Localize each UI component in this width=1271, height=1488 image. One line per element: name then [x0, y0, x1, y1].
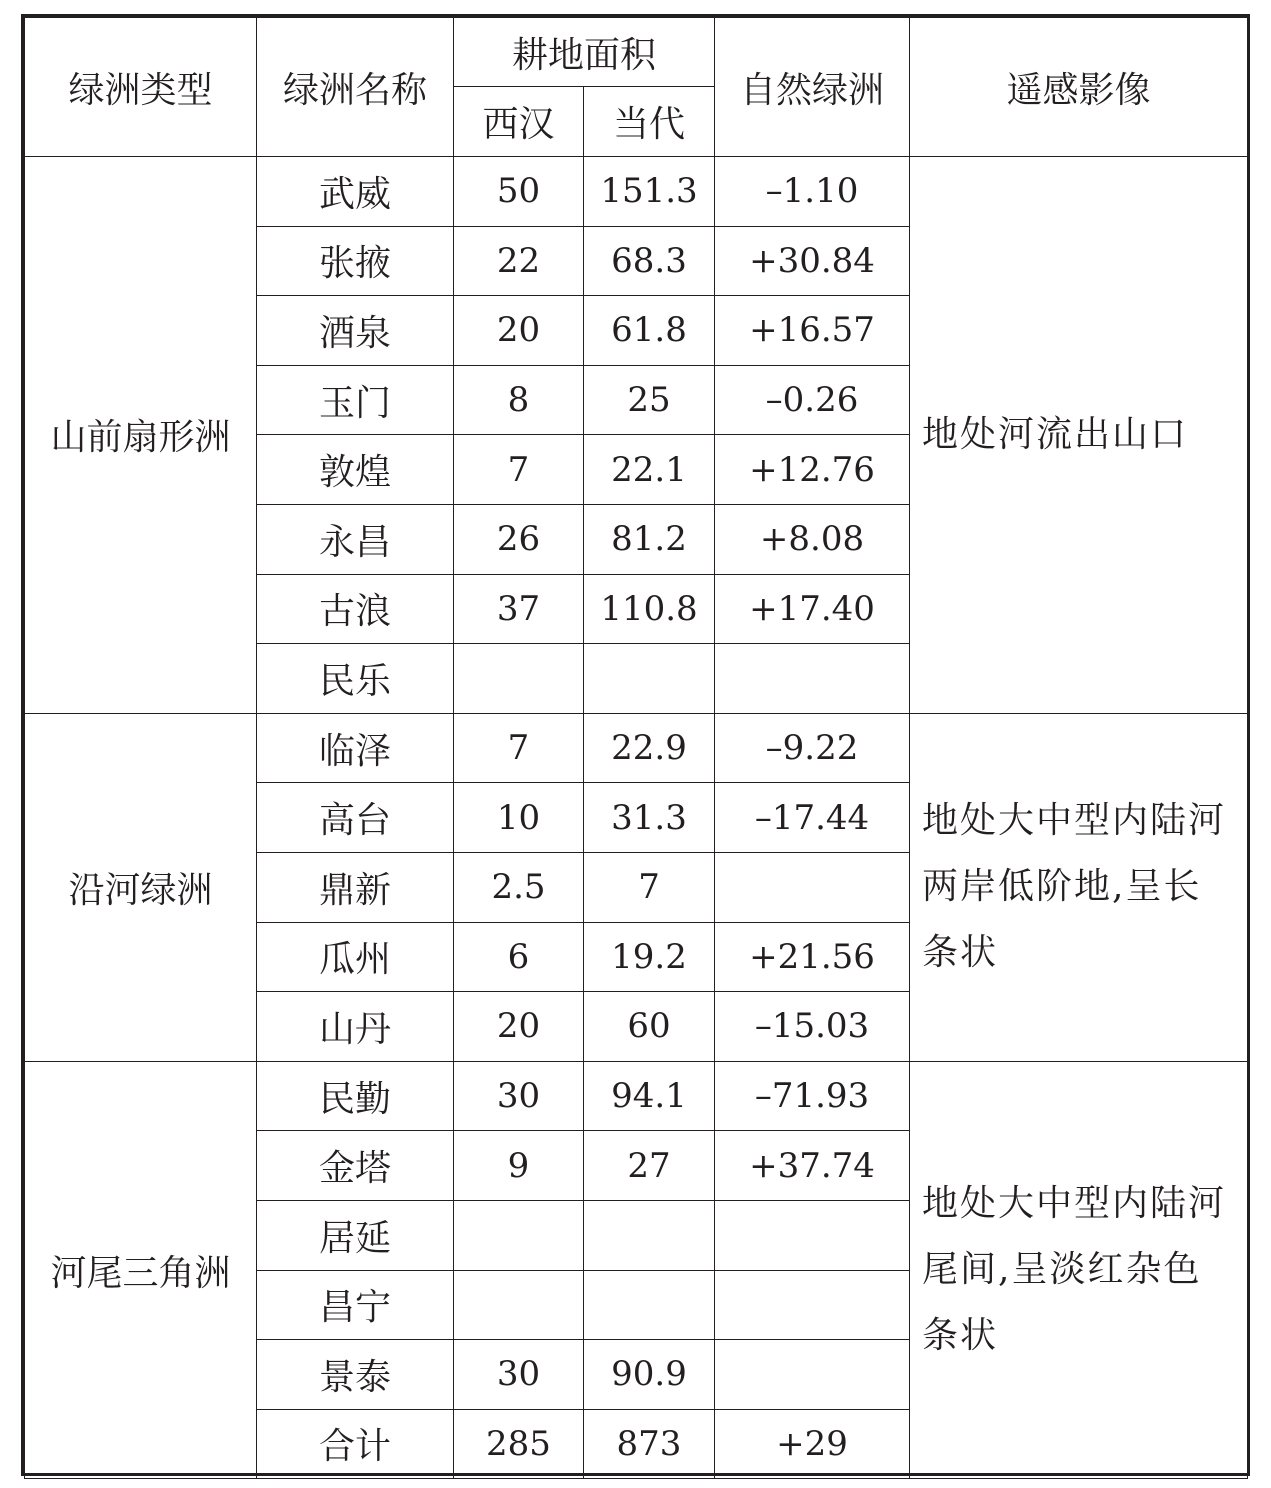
oasis-name-cell: 敦煌: [257, 435, 454, 505]
xihan-area-cell: 2.5: [454, 852, 584, 922]
natural-oasis-cell: +8.08: [715, 504, 910, 574]
natural-oasis-cell: +30.84: [715, 226, 910, 296]
oasis-name-cell: 民乐: [257, 644, 454, 714]
table-body: [25, 157, 1248, 1479]
modern-area-cell: 25: [584, 365, 715, 435]
natural-oasis-cell: –1.10: [715, 157, 910, 227]
table-row: [25, 713, 1248, 783]
modern-area-cell: 873: [584, 1409, 715, 1479]
header-xihan: 西汉: [454, 87, 584, 157]
xihan-area-cell: 9: [454, 1131, 584, 1201]
remote-sensing-cell: 地处大中型内陆河两岸低阶地,呈长条状: [910, 713, 1248, 1061]
modern-area-cell: 60: [584, 992, 715, 1062]
natural-oasis-cell: +16.57: [715, 296, 910, 366]
oasis-name-cell: 玉门: [257, 365, 454, 435]
xihan-area-cell: 285: [454, 1409, 584, 1479]
natural-oasis-cell: –17.44: [715, 783, 910, 853]
xihan-area-cell: [454, 1270, 584, 1340]
oasis-name-cell: 金塔: [257, 1131, 454, 1201]
modern-area-cell: [584, 1200, 715, 1270]
xihan-area-cell: [454, 1200, 584, 1270]
natural-oasis-cell: [715, 644, 910, 714]
natural-oasis-cell: +12.76: [715, 435, 910, 505]
oasis-name-cell: 合计: [257, 1409, 454, 1479]
oasis-type-cell: 河尾三角洲: [25, 1061, 257, 1479]
xihan-area-cell: 6: [454, 922, 584, 992]
modern-area-cell: 68.3: [584, 226, 715, 296]
xihan-area-cell: 7: [454, 713, 584, 783]
oasis-name-cell: 永昌: [257, 504, 454, 574]
xihan-area-cell: 30: [454, 1061, 584, 1131]
natural-oasis-cell: +17.40: [715, 574, 910, 644]
natural-oasis-cell: [715, 1270, 910, 1340]
remote-sensing-cell: 地处大中型内陆河尾间,呈淡红杂色条状: [910, 1061, 1248, 1479]
natural-oasis-cell: –15.03: [715, 992, 910, 1062]
modern-area-cell: 22.9: [584, 713, 715, 783]
oasis-name-cell: 景泰: [257, 1340, 454, 1410]
xihan-area-cell: [454, 644, 584, 714]
modern-area-cell: [584, 644, 715, 714]
header-type: 绿洲类型: [25, 18, 257, 157]
modern-area-cell: 22.1: [584, 435, 715, 505]
modern-area-cell: 19.2: [584, 922, 715, 992]
oasis-name-cell: 酒泉: [257, 296, 454, 366]
modern-area-cell: 27: [584, 1131, 715, 1201]
xihan-area-cell: 7: [454, 435, 584, 505]
modern-area-cell: 61.8: [584, 296, 715, 366]
natural-oasis-cell: [715, 852, 910, 922]
modern-area-cell: 90.9: [584, 1340, 715, 1410]
natural-oasis-cell: +29: [715, 1409, 910, 1479]
oasis-name-cell: 古浪: [257, 574, 454, 644]
xihan-area-cell: 37: [454, 574, 584, 644]
xihan-area-cell: 50: [454, 157, 584, 227]
oasis-name-cell: 武威: [257, 157, 454, 227]
modern-area-cell: 151.3: [584, 157, 715, 227]
oasis-type-cell: 沿河绿洲: [25, 713, 257, 1061]
table-row: [25, 157, 1248, 227]
natural-oasis-cell: [715, 1340, 910, 1410]
xihan-area-cell: 10: [454, 783, 584, 853]
xihan-area-cell: 26: [454, 504, 584, 574]
xihan-area-cell: 20: [454, 296, 584, 366]
header-name: 绿洲名称: [257, 18, 454, 157]
header-remote: 遥感影像: [910, 18, 1248, 157]
header-natural: 自然绿洲: [715, 18, 910, 157]
oasis-name-cell: 张掖: [257, 226, 454, 296]
oasis-name-cell: 高台: [257, 783, 454, 853]
modern-area-cell: 7: [584, 852, 715, 922]
oasis-name-cell: 山丹: [257, 992, 454, 1062]
natural-oasis-cell: –0.26: [715, 365, 910, 435]
modern-area-cell: 110.8: [584, 574, 715, 644]
xihan-area-cell: 22: [454, 226, 584, 296]
oasis-table-frame: [21, 14, 1250, 1476]
oasis-name-cell: 居延: [257, 1200, 454, 1270]
header-area: 耕地面积: [454, 18, 715, 87]
xihan-area-cell: 20: [454, 992, 584, 1062]
remote-sensing-cell: 地处河流出山口: [910, 157, 1248, 714]
natural-oasis-cell: –9.22: [715, 713, 910, 783]
modern-area-cell: 81.2: [584, 504, 715, 574]
header-dangdai: 当代: [584, 87, 715, 157]
oasis-name-cell: 瓜州: [257, 922, 454, 992]
modern-area-cell: [584, 1270, 715, 1340]
natural-oasis-cell: +37.74: [715, 1131, 910, 1201]
natural-oasis-cell: –71.93: [715, 1061, 910, 1131]
xihan-area-cell: 8: [454, 365, 584, 435]
modern-area-cell: 31.3: [584, 783, 715, 853]
oasis-type-cell: 山前扇形洲: [25, 157, 257, 714]
oasis-name-cell: 民勤: [257, 1061, 454, 1131]
modern-area-cell: 94.1: [584, 1061, 715, 1131]
oasis-name-cell: 鼎新: [257, 852, 454, 922]
xihan-area-cell: 30: [454, 1340, 584, 1410]
natural-oasis-cell: +21.56: [715, 922, 910, 992]
table-row: [25, 1061, 1248, 1131]
oasis-name-cell: 昌宁: [257, 1270, 454, 1340]
natural-oasis-cell: [715, 1200, 910, 1270]
oasis-name-cell: 临泽: [257, 713, 454, 783]
oasis-table: [24, 17, 1248, 1479]
